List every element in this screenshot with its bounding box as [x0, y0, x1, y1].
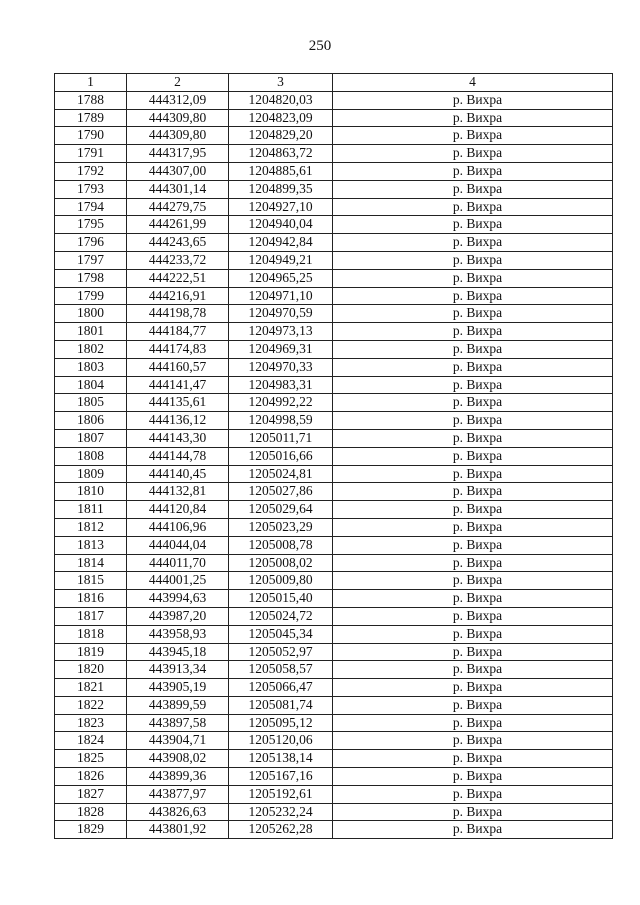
cell-description: р. Вихра — [333, 732, 613, 750]
cell-coord-y: 1204829,20 — [229, 127, 333, 145]
cell-description: р. Вихра — [333, 358, 613, 376]
cell-point-number: 1799 — [55, 287, 127, 305]
cell-description: р. Вихра — [333, 287, 613, 305]
table-row — [55, 429, 613, 447]
cell-point-number: 1825 — [55, 750, 127, 768]
cell-coord-x: 444309,80 — [127, 127, 229, 145]
cell-coord-y: 1205045,34 — [229, 625, 333, 643]
cell-coord-y: 1205232,24 — [229, 803, 333, 821]
cell-point-number: 1789 — [55, 109, 127, 127]
table-row — [55, 91, 613, 109]
cell-coord-x: 443899,59 — [127, 696, 229, 714]
cell-point-number: 1805 — [55, 394, 127, 412]
cell-coord-y: 1205011,71 — [229, 429, 333, 447]
cell-description: р. Вихра — [333, 750, 613, 768]
cell-coord-y: 1204992,22 — [229, 394, 333, 412]
cell-coord-y: 1205120,06 — [229, 732, 333, 750]
cell-point-number: 1827 — [55, 785, 127, 803]
table-row — [55, 625, 613, 643]
table-row — [55, 696, 613, 714]
cell-coord-x: 444301,14 — [127, 180, 229, 198]
cell-coord-x: 444307,00 — [127, 162, 229, 180]
cell-description: р. Вихра — [333, 501, 613, 519]
cell-coord-x: 443908,02 — [127, 750, 229, 768]
table-row — [55, 447, 613, 465]
cell-coord-y: 1205016,66 — [229, 447, 333, 465]
table-row — [55, 785, 613, 803]
coordinates-table — [54, 73, 613, 839]
cell-point-number: 1790 — [55, 127, 127, 145]
cell-point-number: 1821 — [55, 679, 127, 697]
cell-description: р. Вихра — [333, 251, 613, 269]
cell-coord-x: 444044,04 — [127, 536, 229, 554]
table-row — [55, 127, 613, 145]
cell-coord-y: 1205138,14 — [229, 750, 333, 768]
table-row — [55, 732, 613, 750]
cell-point-number: 1815 — [55, 572, 127, 590]
cell-point-number: 1813 — [55, 536, 127, 554]
cell-description: р. Вихра — [333, 340, 613, 358]
cell-coord-x: 444143,30 — [127, 429, 229, 447]
cell-point-number: 1788 — [55, 91, 127, 109]
cell-description: р. Вихра — [333, 696, 613, 714]
cell-coord-y: 1205081,74 — [229, 696, 333, 714]
cell-point-number: 1796 — [55, 234, 127, 252]
cell-point-number: 1816 — [55, 590, 127, 608]
cell-description: р. Вихра — [333, 554, 613, 572]
cell-coord-y: 1204965,25 — [229, 269, 333, 287]
table-row — [55, 483, 613, 501]
cell-coord-y: 1205058,57 — [229, 661, 333, 679]
table-row — [55, 412, 613, 430]
cell-description: р. Вихра — [333, 625, 613, 643]
cell-coord-y: 1205192,61 — [229, 785, 333, 803]
cell-point-number: 1801 — [55, 323, 127, 341]
cell-coord-y: 1205008,02 — [229, 554, 333, 572]
cell-description: р. Вихра — [333, 465, 613, 483]
table-row — [55, 465, 613, 483]
table-row — [55, 216, 613, 234]
table-row — [55, 501, 613, 519]
cell-point-number: 1826 — [55, 768, 127, 786]
cell-coord-x: 443897,58 — [127, 714, 229, 732]
cell-description: р. Вихра — [333, 127, 613, 145]
cell-coord-x: 443945,18 — [127, 643, 229, 661]
cell-coord-x: 444216,91 — [127, 287, 229, 305]
cell-coord-y: 1205262,28 — [229, 821, 333, 839]
cell-description: р. Вихра — [333, 483, 613, 501]
cell-point-number: 1820 — [55, 661, 127, 679]
table-row — [55, 661, 613, 679]
header-col-3: 3 — [229, 74, 333, 92]
cell-coord-x: 444174,83 — [127, 340, 229, 358]
cell-point-number: 1810 — [55, 483, 127, 501]
cell-description: р. Вихра — [333, 376, 613, 394]
cell-coord-y: 1205008,78 — [229, 536, 333, 554]
cell-coord-x: 443801,92 — [127, 821, 229, 839]
table-row — [55, 554, 613, 572]
table-row — [55, 750, 613, 768]
cell-coord-y: 1205024,81 — [229, 465, 333, 483]
cell-point-number: 1800 — [55, 305, 127, 323]
cell-coord-x: 444120,84 — [127, 501, 229, 519]
table-row — [55, 714, 613, 732]
cell-description: р. Вихра — [333, 162, 613, 180]
cell-coord-y: 1205027,86 — [229, 483, 333, 501]
cell-point-number: 1806 — [55, 412, 127, 430]
cell-description: р. Вихра — [333, 429, 613, 447]
cell-coord-y: 1205095,12 — [229, 714, 333, 732]
cell-description: р. Вихра — [333, 518, 613, 536]
cell-coord-y: 1204940,04 — [229, 216, 333, 234]
table-row — [55, 679, 613, 697]
cell-point-number: 1822 — [55, 696, 127, 714]
cell-coord-x: 443905,19 — [127, 679, 229, 697]
cell-coord-x: 443904,71 — [127, 732, 229, 750]
cell-description: р. Вихра — [333, 180, 613, 198]
table-header-row — [55, 74, 613, 92]
cell-description: р. Вихра — [333, 412, 613, 430]
page-number: 250 — [308, 38, 332, 54]
cell-coord-x: 444106,96 — [127, 518, 229, 536]
table-row — [55, 518, 613, 536]
cell-point-number: 1814 — [55, 554, 127, 572]
cell-point-number: 1808 — [55, 447, 127, 465]
cell-description: р. Вихра — [333, 305, 613, 323]
cell-description: р. Вихра — [333, 714, 613, 732]
table-row — [55, 269, 613, 287]
cell-point-number: 1812 — [55, 518, 127, 536]
cell-description: р. Вихра — [333, 394, 613, 412]
cell-point-number: 1824 — [55, 732, 127, 750]
cell-description: р. Вихра — [333, 145, 613, 163]
cell-coord-x: 444136,12 — [127, 412, 229, 430]
cell-coord-x: 444001,25 — [127, 572, 229, 590]
cell-coord-x: 444222,51 — [127, 269, 229, 287]
cell-point-number: 1818 — [55, 625, 127, 643]
cell-coord-x: 444312,09 — [127, 91, 229, 109]
cell-point-number: 1829 — [55, 821, 127, 839]
cell-description: р. Вихра — [333, 643, 613, 661]
cell-description: р. Вихра — [333, 109, 613, 127]
cell-coord-x: 443913,34 — [127, 661, 229, 679]
table-row — [55, 180, 613, 198]
cell-point-number: 1794 — [55, 198, 127, 216]
cell-coord-y: 1205009,80 — [229, 572, 333, 590]
cell-coord-y: 1204971,10 — [229, 287, 333, 305]
cell-coord-y: 1204970,59 — [229, 305, 333, 323]
cell-point-number: 1809 — [55, 465, 127, 483]
cell-coord-x: 444135,61 — [127, 394, 229, 412]
cell-description: р. Вихра — [333, 198, 613, 216]
cell-description: р. Вихра — [333, 661, 613, 679]
cell-coord-y: 1204998,59 — [229, 412, 333, 430]
cell-point-number: 1811 — [55, 501, 127, 519]
cell-coord-x: 444279,75 — [127, 198, 229, 216]
cell-description: р. Вихра — [333, 323, 613, 341]
table-row — [55, 145, 613, 163]
cell-coord-y: 1205029,64 — [229, 501, 333, 519]
table-row — [55, 572, 613, 590]
header-col-2: 2 — [127, 74, 229, 92]
cell-coord-y: 1204820,03 — [229, 91, 333, 109]
cell-coord-y: 1204885,61 — [229, 162, 333, 180]
cell-coord-x: 444198,78 — [127, 305, 229, 323]
table-row — [55, 821, 613, 839]
table-row — [55, 323, 613, 341]
header-col-4: 4 — [333, 74, 613, 92]
table-row — [55, 590, 613, 608]
cell-coord-y: 1205167,16 — [229, 768, 333, 786]
cell-coord-y: 1204899,35 — [229, 180, 333, 198]
cell-coord-x: 444317,95 — [127, 145, 229, 163]
cell-description: р. Вихра — [333, 269, 613, 287]
cell-coord-y: 1205024,72 — [229, 607, 333, 625]
cell-point-number: 1823 — [55, 714, 127, 732]
cell-point-number: 1798 — [55, 269, 127, 287]
cell-coord-x: 444184,77 — [127, 323, 229, 341]
table-body — [55, 91, 613, 838]
cell-description: р. Вихра — [333, 803, 613, 821]
table-row — [55, 643, 613, 661]
cell-coord-x: 444261,99 — [127, 216, 229, 234]
table-row — [55, 287, 613, 305]
table-row — [55, 376, 613, 394]
cell-coord-x: 443987,20 — [127, 607, 229, 625]
cell-point-number: 1807 — [55, 429, 127, 447]
cell-coord-y: 1204973,13 — [229, 323, 333, 341]
cell-coord-y: 1204927,10 — [229, 198, 333, 216]
cell-description: р. Вихра — [333, 785, 613, 803]
cell-coord-y: 1205052,97 — [229, 643, 333, 661]
cell-description: р. Вихра — [333, 447, 613, 465]
table-row — [55, 394, 613, 412]
table-row — [55, 340, 613, 358]
cell-description: р. Вихра — [333, 607, 613, 625]
cell-description: р. Вихра — [333, 91, 613, 109]
cell-coord-x: 444233,72 — [127, 251, 229, 269]
cell-coord-y: 1205023,29 — [229, 518, 333, 536]
cell-coord-x: 444243,65 — [127, 234, 229, 252]
table-row — [55, 607, 613, 625]
cell-point-number: 1795 — [55, 216, 127, 234]
cell-coord-x: 444160,57 — [127, 358, 229, 376]
cell-coord-y: 1204863,72 — [229, 145, 333, 163]
cell-coord-x: 444144,78 — [127, 447, 229, 465]
cell-coord-x: 444132,81 — [127, 483, 229, 501]
table-row — [55, 109, 613, 127]
cell-coord-x: 444309,80 — [127, 109, 229, 127]
cell-coord-y: 1204969,31 — [229, 340, 333, 358]
table-row — [55, 803, 613, 821]
cell-coord-y: 1204942,84 — [229, 234, 333, 252]
cell-coord-y: 1205015,40 — [229, 590, 333, 608]
table-row — [55, 305, 613, 323]
cell-point-number: 1793 — [55, 180, 127, 198]
cell-point-number: 1828 — [55, 803, 127, 821]
cell-point-number: 1791 — [55, 145, 127, 163]
cell-description: р. Вихра — [333, 216, 613, 234]
cell-coord-y: 1205066,47 — [229, 679, 333, 697]
cell-point-number: 1803 — [55, 358, 127, 376]
table-row — [55, 358, 613, 376]
table-row — [55, 234, 613, 252]
table-row — [55, 162, 613, 180]
cell-point-number: 1817 — [55, 607, 127, 625]
cell-point-number: 1804 — [55, 376, 127, 394]
cell-point-number: 1819 — [55, 643, 127, 661]
cell-coord-y: 1204823,09 — [229, 109, 333, 127]
cell-coord-x: 444141,47 — [127, 376, 229, 394]
cell-coord-x: 444011,70 — [127, 554, 229, 572]
cell-point-number: 1792 — [55, 162, 127, 180]
cell-coord-x: 443899,36 — [127, 768, 229, 786]
cell-description: р. Вихра — [333, 234, 613, 252]
cell-coord-x: 443826,63 — [127, 803, 229, 821]
cell-description: р. Вихра — [333, 768, 613, 786]
cell-description: р. Вихра — [333, 572, 613, 590]
cell-point-number: 1797 — [55, 251, 127, 269]
cell-description: р. Вихра — [333, 536, 613, 554]
cell-coord-x: 443958,93 — [127, 625, 229, 643]
cell-coord-x: 444140,45 — [127, 465, 229, 483]
header-col-1: 1 — [55, 74, 127, 92]
cell-coord-y: 1204949,21 — [229, 251, 333, 269]
cell-coord-x: 443877,97 — [127, 785, 229, 803]
table-row — [55, 536, 613, 554]
cell-coord-y: 1204970,33 — [229, 358, 333, 376]
cell-description: р. Вихра — [333, 679, 613, 697]
cell-coord-y: 1204983,31 — [229, 376, 333, 394]
table-row — [55, 251, 613, 269]
cell-coord-x: 443994,63 — [127, 590, 229, 608]
table-row — [55, 198, 613, 216]
table-row — [55, 768, 613, 786]
cell-point-number: 1802 — [55, 340, 127, 358]
cell-description: р. Вихра — [333, 590, 613, 608]
cell-description: р. Вихра — [333, 821, 613, 839]
